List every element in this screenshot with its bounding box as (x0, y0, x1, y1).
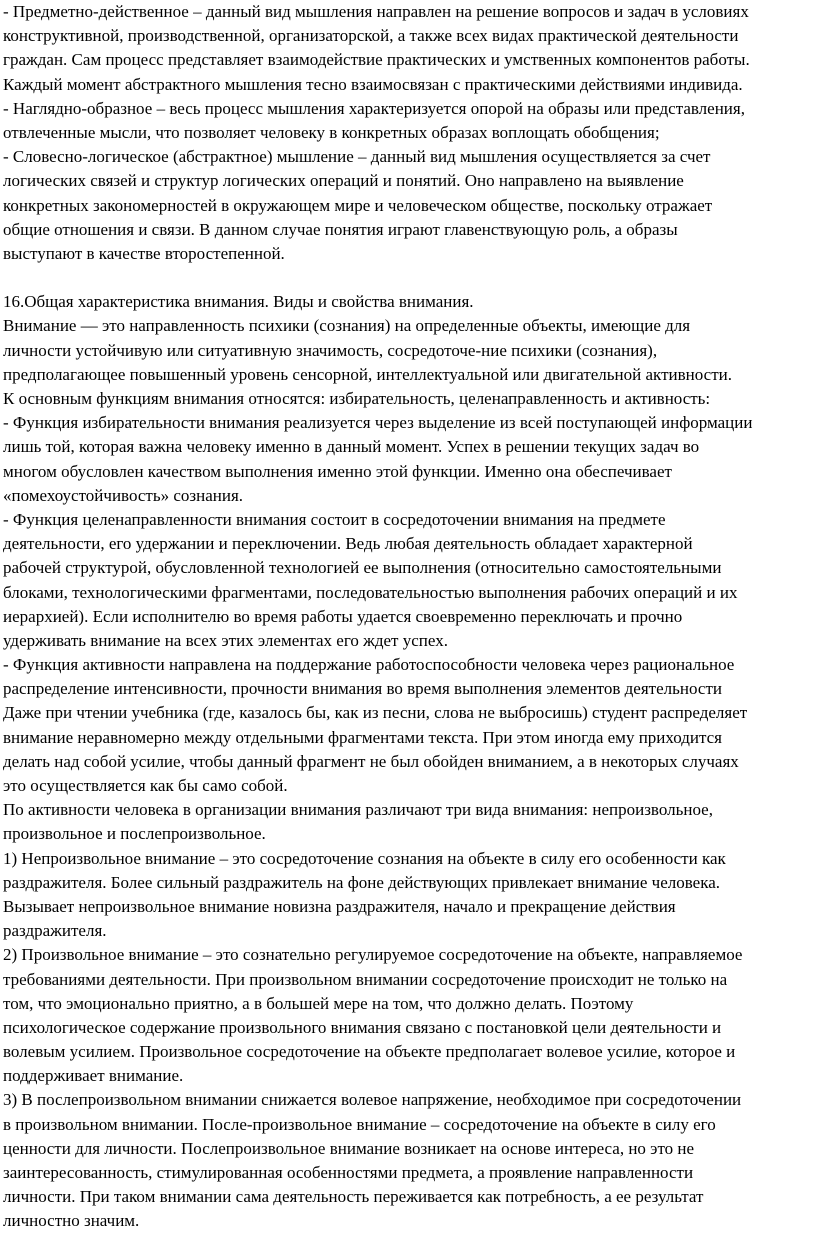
text-line: удерживать внимание на всех этих элементах его ждет успех. (3, 630, 448, 650)
text-line: это осуществляется как бы само собой. (3, 776, 288, 795)
text-line: - Наглядно-образное – весь процесс мышления характеризуется опорой на образы или представления, (3, 98, 745, 118)
text-line: выступают в качестве второстепенной. (3, 243, 285, 263)
text-line: многом обусловлен качеством выполнения именно этой функции. Именно она обеспечивает (3, 461, 672, 481)
text-line: заинтересованность, стимулированная особенностями предмета, а проявление направленности (3, 1163, 694, 1182)
document-page (3, 0, 813, 1234)
text-line: лишь той, которая важна человеку именно в данный момент. Успех в решении текущих задач во (3, 437, 700, 457)
text-line: - Функция целенаправленности внимания состоит в сосредоточении внимания на предмете (3, 509, 666, 529)
text-line: поддерживает внимание. (3, 1066, 184, 1086)
text-line: делать над собой усилие, чтобы данный фрагмент не был обойден вниманием, а в некоторых случаях (3, 751, 739, 771)
text-line: - Функция избирательности внимания реализуется через выделение из всей поступающей информации (3, 413, 753, 433)
text-line: «помехоустойчивость» сознания. (3, 485, 244, 505)
text-line: распределение интенсивности, прочности внимания во время выполнения элементов деятельности (3, 679, 722, 699)
text-line: психологическое содержание произвольного внимания связано с постановкой цели деятельности и (3, 1017, 722, 1037)
text-line: 2) Произвольное внимание – это сознательно регулируемое сосредоточение на объекте, направляемое (3, 945, 743, 965)
text-line: 16.Общая характеристика внимания. Виды и свойства внимания. (3, 292, 474, 312)
text-line: блоками, технологическими фрагментами, последовательностью выполнения рабочих операций и их (3, 582, 738, 602)
text-line: иерархией). Если исполнителю во время работы удается своевременно переключать и прочно (3, 606, 683, 626)
text-line: 1) Непроизвольное внимание – это сосредоточение сознания на объекте в силу его особенности как (3, 848, 726, 868)
text-line: том, что эмоционально приятно, а в большей мере на том, что должно делать. Поэтому (3, 993, 634, 1013)
text-line: - Функция активности направлена на поддержание работоспособности человека через рациональное (3, 655, 735, 675)
text-line: раздражителя. (3, 921, 107, 941)
text-line: отвлеченные мысли, что позволяет человеку в конкретных образах воплощать обобщения; (3, 122, 660, 142)
text-line: ценности для личности. Послепроизвольное внимание возникает на основе интереса, но это не (3, 1138, 695, 1158)
text-line: 3) В послепроизвольном внимании снижается волевое напряжение, необходимое при сосредоточении (3, 1090, 742, 1110)
text-line: К основным функциям внимания относятся: избирательность, целенаправленность и активность: (3, 389, 711, 408)
text-line: произвольное и послепроизвольное. (3, 824, 266, 844)
text-line: - Словесно-логическое (абстрактное) мышление – данный вид мышления осуществляется за счет (3, 147, 711, 167)
text-line: внимание неравномерно между отдельными фрагментами текста. При этом иногда ему приходится (3, 727, 722, 747)
text-line: Внимание — это направленность психики (сознания) на определенные объекты, имеющие для (3, 316, 691, 336)
blank-line (3, 266, 813, 290)
text-line: Вызывает непроизвольное внимание новизна раздражителя, начало и прекращение действия (3, 896, 676, 916)
text-line: личности. При таком внимании сама деятельность переживается как потребность, а ее результат (3, 1187, 704, 1207)
text-line: личностно значим. (3, 1211, 140, 1231)
text-line: требованиями деятельности. При произвольном внимании сосредоточение происходит не только на (3, 969, 728, 989)
text-line: предполагающее повышенный уровень сенсорной, интеллектуальной или двигательной активности. (3, 364, 732, 384)
text-line: раздражителя. Более сильный раздражитель на фоне действующих привлекает внимание человека. (3, 872, 721, 892)
text-line: - Предметно-действенное – данный вид мышления направлен на решение вопросов и задач в условиях (3, 2, 749, 21)
text-line: рабочей структурой, обусловленной технологией ее выполнения (относительно самостоятельными (3, 558, 722, 578)
text-line: общие отношения и связи. В данном случае понятия играют главенствующую роль, а образы (3, 219, 678, 239)
text-line: По активности человека в организации внимания различают три вида внимания: непроизвольное, (3, 800, 713, 820)
text-line: Даже при чтении учебника (где, казалось бы, как из песни, слова не выбросишь) студент распределяет (3, 703, 748, 723)
text-line: деятельности, его удержании и переключении. Ведь любая деятельность обладает характерной (3, 534, 693, 554)
text-line: Каждый момент абстрактного мышления тесно взаимосвязан с практическими действиями индивида. (3, 74, 743, 94)
text-line: в произвольном внимании. После-произвольное внимание – сосредоточение на объекте в силу его (3, 1114, 716, 1134)
text-line: логических связей и структур логических операций и понятий. Оно направлено на выявление (3, 171, 684, 191)
text-line: граждан. Сам процесс представляет взаимодействие практических и умственных компонентов работы. (3, 50, 750, 70)
text-line: конкретных закономерностей в окружающем мире и человеческом обществе, поскольку отражает (3, 195, 713, 215)
text-line: личности устойчивую или ситуативную значимость, сосредоточе-ние психики (сознания), (3, 340, 658, 360)
text-line: конструктивной, производственной, организаторской, а также всех видах практической деятельности (3, 26, 739, 46)
text-line: волевым усилием. Произвольное сосредоточение на объекте предполагает волевое усилие, которое и (3, 1042, 736, 1062)
